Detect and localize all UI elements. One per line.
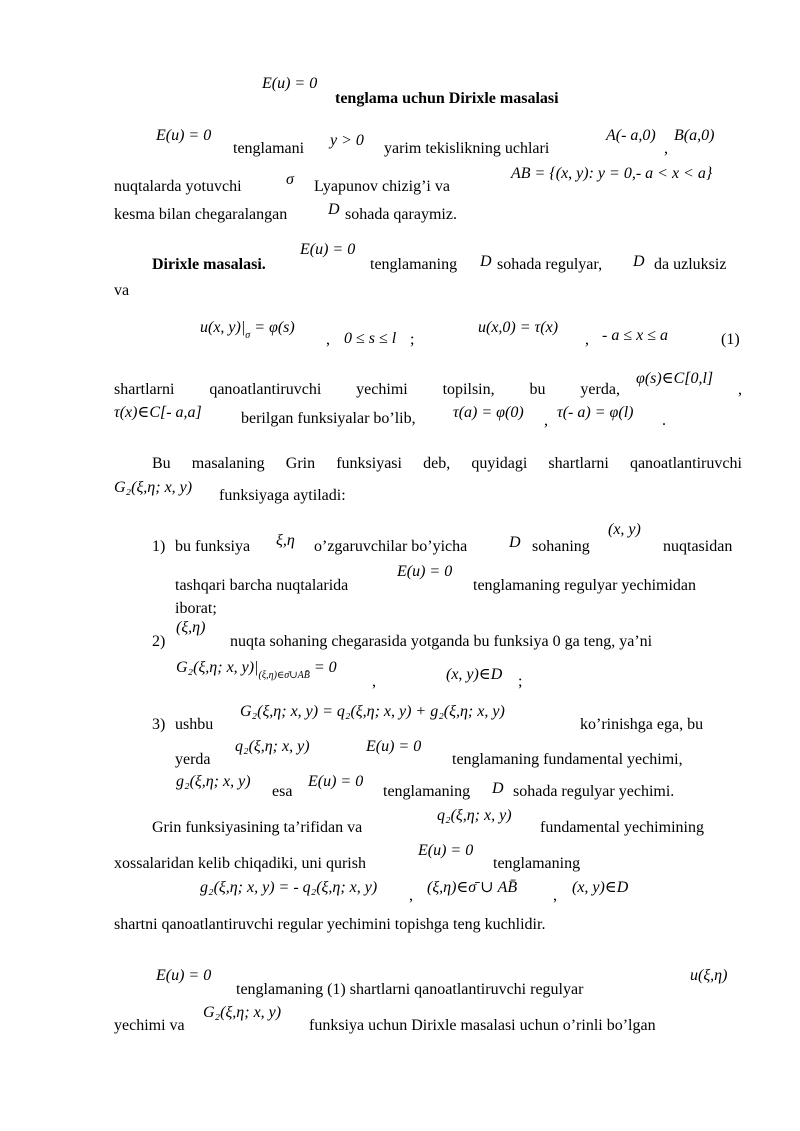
def-domain: (x, y)∈D (572, 879, 629, 896)
final-green: G₂(ξ,η; x, y) (203, 1004, 282, 1021)
problem-text-2: sohada regulyar, (497, 256, 603, 273)
intro-formula-1: E(u) = 0 (156, 127, 212, 144)
intro-domain-d: D (328, 201, 340, 218)
final-equation: E(u) = 0 (156, 967, 212, 984)
problem-va: va (114, 282, 130, 299)
section-title: tenglama uchun Dirixle masalasi (335, 90, 559, 107)
intro-text-3: nuqtalarda yotuvchi (114, 178, 242, 195)
item-1-text-g: iborat; (175, 600, 217, 617)
compat-condition-1: τ(a) = φ(0) (453, 404, 524, 421)
item-1-text-a: bu funksiya (175, 538, 251, 555)
item-3-text-f: tenglamaning (383, 783, 471, 800)
item-3-number: 3) (152, 716, 166, 733)
item-1-number: 1) (152, 538, 166, 555)
final-text-c: funksiya uchun Dirixle masalasi uchun o’rinli bo’lgan (309, 1017, 656, 1034)
tau-function-class: τ(x)∈C[- a,a] (114, 404, 202, 421)
final-text-a: tenglamaning (1) shartlarni qanoatlantiruvchi regulyar (236, 981, 584, 998)
def-text-a: Grin funksiyasining ta’rifidan va (152, 819, 363, 836)
condition-x-range: - a ≤ x ≤ a (602, 327, 668, 344)
compat-condition-2: τ(- a) = φ(l) (557, 404, 634, 421)
item-3-decomposition: G₂(ξ,η; x, y) = q₂(ξ,η; x, y) + g₂(ξ,η; x, y) (240, 703, 505, 720)
item-3-equation: E(u) = 0 (366, 738, 422, 755)
problem-heading: Dirixle masalasi. (152, 256, 266, 273)
title-formula: E(u) = 0 (262, 75, 318, 92)
green-function-symbol: G₂(ξ,η; x, y) (114, 479, 193, 496)
def-text-b: fundamental yechimining (540, 819, 704, 836)
intro-text-4: Lyapunov chizig’i va (314, 178, 450, 195)
def-equation: E(u) = 0 (418, 842, 474, 859)
item-1-text-e: tashqari barcha nuqtalarida (175, 577, 349, 594)
item-2-point: (ξ,η) (176, 619, 206, 636)
phi-function-class: φ(s)∈C[0,l] (636, 370, 714, 387)
item-1-text-c: sohaning (532, 538, 590, 555)
problem-text-3: da uzluksiz (654, 256, 727, 273)
equation-number-1: (1) (721, 331, 740, 348)
item-3-regular: g₂(ξ,η; x, y) (176, 773, 251, 790)
problem-domain-2: D (633, 253, 645, 270)
intro-segment-ab: AB = {(x, y): y = 0,- a < x < a} (511, 165, 713, 182)
item-3-text-a: ushbu (175, 716, 214, 733)
condition-boundary: u(x, $y)|_\sigma = \varphi(s)$ (200, 319, 295, 341)
final-solution: u(ξ,η) (690, 967, 728, 984)
document-page: E(u) = 0 tenglama uchun Dirixle masalasi E(u) = 0 tenglamani y > 0 yarim tekislikning uchlari A(- a,0) , B(a,0) nuqtalarda yotuvchi σ Lyapunov chizig’i va AB = {(x, y): y = 0,- a < x < a} kesma bilan chegaralangan D sohada qaraymiz. Dirixle masalasi. E(u) = 0 tenglamaning D sohada regulyar, D da uzluksiz va u(x, $y)|_\sigma = \varphi(s)$ , 0 ≤ s ≤ l ; u(x,0) = τ(x) , - a ≤ x ≤ a (1) shartlarni qanoatlantiruvchi yechimi topilsin, bu yerda, φ(s)∈C[0,l] , τ(x)∈C[- a,a] berilgan funksiyalar bo’lib, τ(a) = φ(0) , τ(- a) = φ(l) . Bu masalaning Grin funksiyasi deb, quyidagi shartlarni qanoatlantiruvchi G₂(ξ,η; x, y) funksiyaga aytiladi: 1) bu funksiya ξ,η o’zgaruvchilar bo’yicha D sohaning (x, y) nuqtasidan tashqari barcha nuqtalarida E(u) = 0 tenglamaning regulyar yechimidan iborat; 2) (ξ,η) nuqta sohaning chegarasida yotganda bu funksiya 0 ga teng, ya’ni G₂(ξ,η; x, $y)|_{(\xi,\eta)\in\sigmā\cup AB̄} = 0$ , (x, y)∈D ; 3) ushbu G₂(ξ,η; x, y) = q₂(ξ,η; x, y) + g₂(ξ,η; x, y) ko’rinishga ega, bu yerda q₂(ξ,η; x, y) E(u) = 0 tenglamaning fundamental yechimi, g₂(ξ,η; x, y) esa E(u) = 0 tenglamaning D sohada regulyar yechimi. Grin funksiyasining ta’rifidan va q₂(ξ,η; x, y) fundamental yechimining xossalaridan kelib chiqadiki, uni qurish E(u) = 0 tenglamaning g₂(ξ,η; x, y) = - q₂(ξ,η; x, y) , (ξ,η)∈σ̄ ∪ AB̄ , (x, y)∈D shartni qanoatlantiruvchi regular yechimini topishga teng kuchlidir. E(u) = 0 tenglamaning (1) shartlarni qanoatlantiruvchi regulyar u(ξ,η) yechimi va G₂(ξ,η; x, y) funksiya uchun Dirixle masalasi uchun o’rinli bo’lgan (114, 75, 742, 1034)
item-3-text-b: ko’rinishga ega, bu (580, 716, 704, 733)
green-intro: Bu masalaning Grin funksiyasi deb, quyidagi shartlarni qanoatlantiruvchi (152, 455, 742, 472)
item-2-domain: (x, y)∈D (446, 666, 503, 683)
condition-base: u(x,0) = τ(x) (478, 319, 559, 336)
item-2-boundary-cond: G₂(ξ,η; x, $y)|_{(\xi,\eta)\in\sigmā\cup AB̄} = 0$ (176, 659, 337, 681)
def-text-e: shartni qanoatlantiruvchi regular yechimini topishga teng kuchlidir. (114, 916, 546, 933)
def-fundamental: q₂(ξ,η; x, y) (437, 807, 512, 824)
item-1-text-f: tenglamaning regulyar yechimidan (473, 577, 697, 594)
item-3-text-g: sohada regulyar yechimi. (513, 783, 675, 800)
item-1-point: (x, y) (608, 521, 641, 538)
intro-sigma: σ (286, 171, 294, 188)
item-3-text-c: yerda (175, 751, 211, 768)
item-1-equation: E(u) = 0 (397, 563, 453, 580)
problem-text-4: shartlarni qanoatlantiruvchi yechimi topilsin, bu yerda, (114, 381, 620, 398)
problem-domain-1: D (480, 253, 492, 270)
def-text-c: xossalaridan kelib chiqadiki, uni qurish (114, 855, 366, 872)
problem-formula: E(u) = 0 (300, 241, 356, 258)
item-3-domain: D (492, 780, 504, 797)
item-1-domain: D (509, 534, 521, 551)
intro-text-2: yarim tekislikning uchlari (384, 140, 550, 157)
def-boundary-eq: g₂(ξ,η; x, y) = - q₂(ξ,η; x, y) (200, 879, 378, 896)
intro-text-6: sohada qaraymiz. (345, 206, 457, 223)
intro-point-a: A(- a,0) (606, 127, 656, 144)
intro-formula-2: y > 0 (330, 132, 364, 149)
problem-text-1: tenglamaning (370, 256, 458, 273)
intro-text-1: tenglamani (233, 140, 305, 157)
item-3-text-d: tenglamaning fundamental yechimi, (452, 751, 683, 768)
item-1-vars: ξ,η (276, 532, 295, 549)
item-2-text: nuqta sohaning chegarasida yotganda bu funksiya 0 ga teng, ya’ni (230, 633, 653, 650)
item-3-equation-2: E(u) = 0 (308, 773, 364, 790)
intro-text-5: kesma bilan chegaralangan (114, 206, 288, 223)
item-3-fundamental: q₂(ξ,η; x, y) (235, 738, 310, 755)
final-text-b: yechimi va (114, 1017, 185, 1034)
item-2-number: 2) (152, 633, 166, 650)
item-3-text-e: esa (272, 783, 293, 800)
def-boundary-set: (ξ,η)∈σ̄ ∪ AB̄ (427, 879, 518, 896)
item-1-text-b: o’zgaruvchilar bo’yicha (314, 538, 468, 555)
def-text-d: tenglamaning (493, 855, 581, 872)
problem-text-5: berilgan funksiyalar bo’lib, (241, 410, 416, 427)
item-1-text-d: nuqtasidan (663, 538, 733, 555)
green-intro-2: funksiyaga aytiladi: (219, 487, 346, 504)
condition-s-range: 0 ≤ s ≤ l (344, 330, 397, 347)
intro-point-b: B(a,0) (674, 127, 715, 144)
